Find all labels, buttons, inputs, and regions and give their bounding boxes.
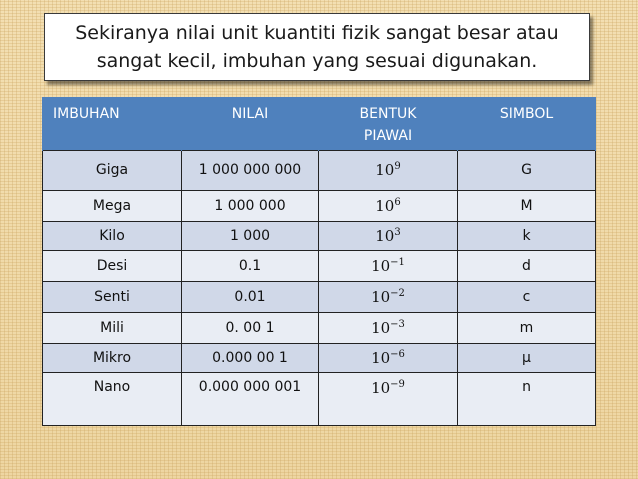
power-exponent: −1 — [390, 256, 405, 268]
power-exponent: −3 — [390, 318, 405, 330]
cell-value: 0.01 — [182, 281, 319, 312]
power-exponent: 3 — [394, 226, 401, 238]
header-standard-form — [319, 97, 458, 150]
power-exponent: −6 — [390, 348, 405, 360]
cell-value: 0.000 00 1 — [182, 343, 319, 372]
power-exponent: −9 — [390, 378, 405, 390]
table-row — [43, 221, 596, 250]
cell-prefix: Giga — [43, 150, 182, 190]
cell-prefix: Senti — [43, 281, 182, 312]
table-header-row — [43, 97, 596, 150]
power-base: 10 — [375, 196, 395, 215]
cell-value: 1 000 000 000 — [182, 150, 319, 190]
cell-prefix: Kilo — [43, 221, 182, 250]
cell-symbol: n — [458, 372, 596, 425]
cell-symbol: k — [458, 221, 596, 250]
heading-text — [75, 19, 558, 75]
power-exponent: −2 — [390, 287, 405, 299]
header-symbol: SIMBOL — [458, 97, 596, 150]
cell-value: 1 000 — [182, 221, 319, 250]
cell-value: 0. 00 1 — [182, 312, 319, 343]
cell-standard-form — [319, 250, 458, 281]
table-row — [43, 312, 596, 343]
table-row — [43, 250, 596, 281]
cell-prefix: Nano — [43, 372, 182, 425]
cell-prefix: Mili — [43, 312, 182, 343]
table-row — [43, 281, 596, 312]
heading-box — [44, 13, 590, 81]
table-row — [43, 150, 596, 190]
cell-standard-form — [319, 221, 458, 250]
cell-value: 0.1 — [182, 250, 319, 281]
power-base: 10 — [371, 287, 391, 306]
cell-prefix: Desi — [43, 250, 182, 281]
cell-standard-form — [319, 281, 458, 312]
cell-standard-form — [319, 150, 458, 190]
header-standard-form-line-2: PIAWAI — [363, 128, 413, 144]
power-base: 10 — [371, 318, 391, 337]
cell-symbol: G — [458, 150, 596, 190]
prefix-table — [42, 97, 596, 426]
header-prefix: IMBUHAN — [43, 97, 182, 150]
cell-standard-form — [319, 190, 458, 221]
heading-line-2: sangat kecil, imbuhan yang sesuai digunakan. — [96, 50, 538, 72]
power-exponent: 6 — [394, 196, 401, 208]
power-base: 10 — [375, 161, 395, 179]
cell-symbol: d — [458, 250, 596, 281]
power-base: 10 — [371, 256, 391, 275]
header-value: NILAI — [182, 97, 319, 150]
heading-line-1: Sekiranya nilai unit kuantiti fizik sangat besar atau — [75, 22, 559, 44]
cell-standard-form — [319, 343, 458, 372]
cell-value: 0.000 000 001 — [182, 372, 319, 425]
cell-prefix: Mega — [43, 190, 182, 221]
table-row — [43, 372, 596, 425]
cell-value: 1 000 000 — [182, 190, 319, 221]
power-base: 10 — [375, 226, 395, 245]
power-exponent: 9 — [394, 161, 401, 172]
table-row — [43, 190, 596, 221]
cell-standard-form — [319, 372, 458, 425]
cell-standard-form — [319, 312, 458, 343]
table-row — [43, 343, 596, 372]
cell-symbol: M — [458, 190, 596, 221]
cell-symbol: μ — [458, 343, 596, 372]
header-standard-form-line-1: BENTUK — [359, 106, 417, 122]
cell-prefix: Mikro — [43, 343, 182, 372]
cell-symbol: m — [458, 312, 596, 343]
power-base: 10 — [371, 378, 391, 397]
power-base: 10 — [371, 348, 391, 367]
cell-symbol: c — [458, 281, 596, 312]
